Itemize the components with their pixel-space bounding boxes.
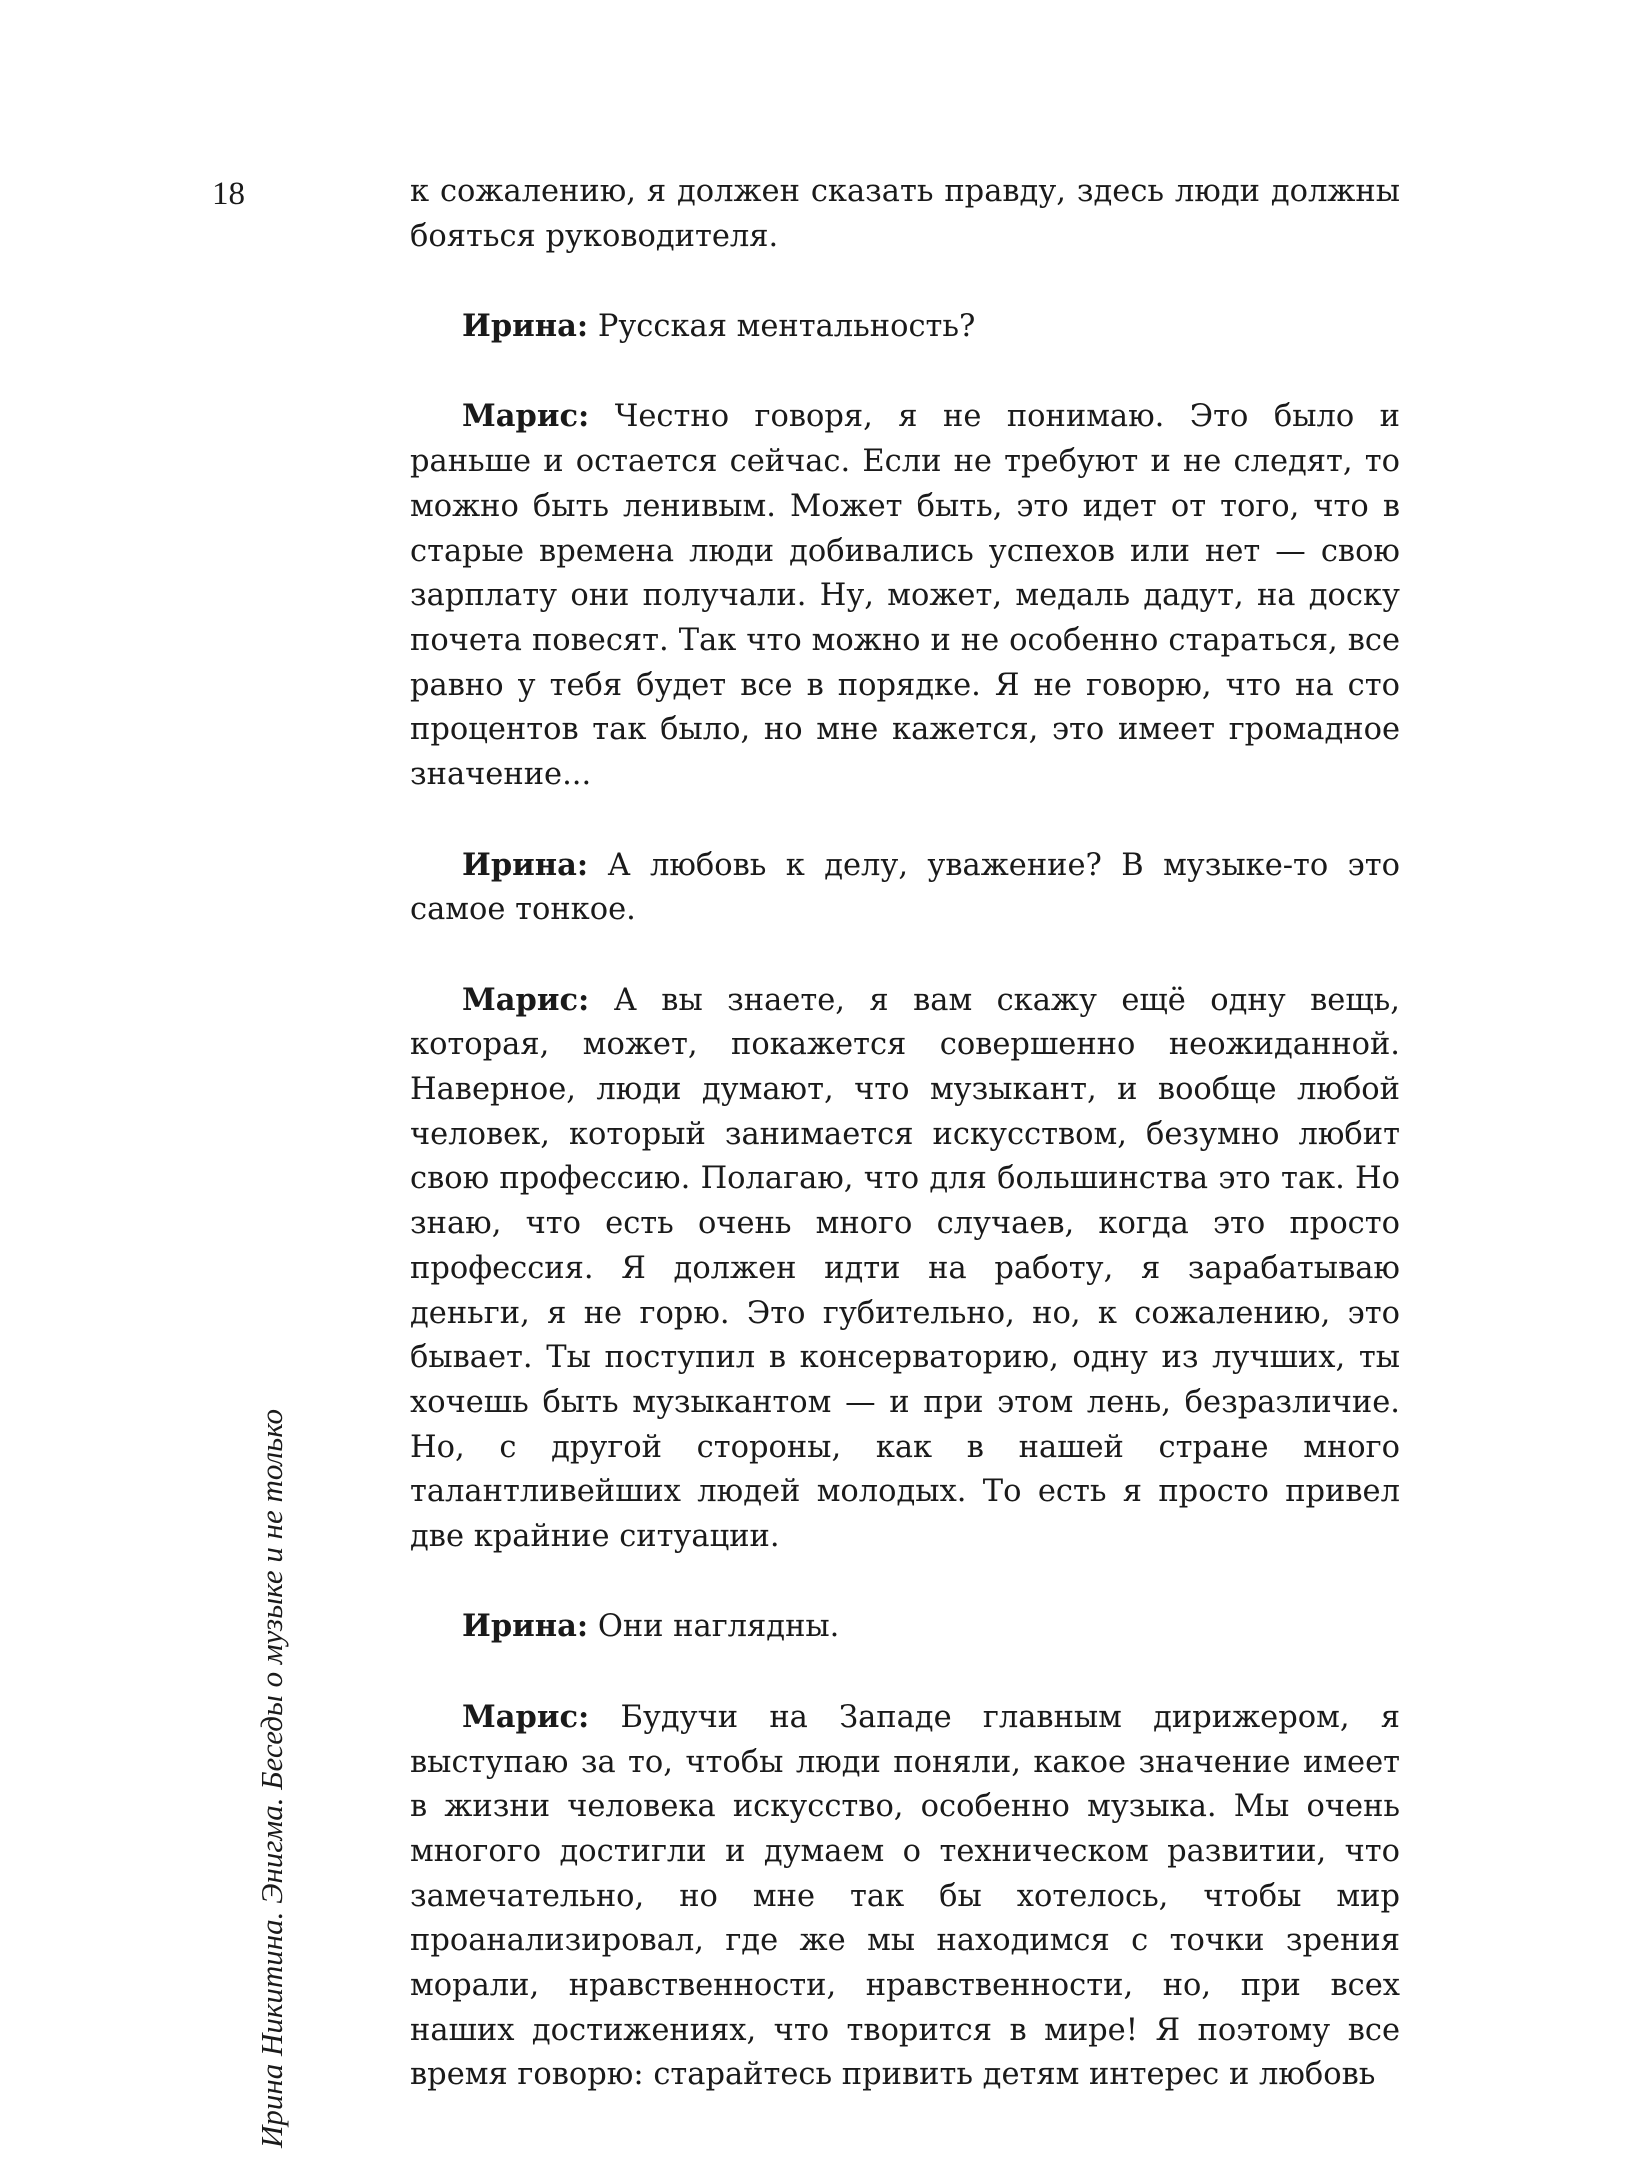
paragraph-continuation: к сожалению, я должен сказать правду, здесь люди должны бояться руководителя. [410, 174, 1400, 254]
dialogue-text: Честно говоря, я не понимаю. Это было и раньше и остается сейчас. Если не требуют и не следят, то можно быть ленивым. Может быть, это идет от того, что в старые времена люди добивались успехов или нет — свою зарплату они получали. Ну, может, медаль дадут, на доску почета повесят. Так что можно и не особенно стараться, все равно у тебя будет все в порядке. Я не говорю, что на сто процентов так было, но мне кажется, это имеет громадное значение... [410, 399, 1400, 793]
dialogue-text: А вы знаете, я вам скажу ещё одну вещь, которая, может, покажется совершенно неожиданной. Наверное, люди думают, что музыкант, и вообще любой человек, который занимается искусством, безумно любит свою профессию. Полагаю, что для большинства это так. Но знаю, что есть очень много случаев, когда это просто профессия. Я должен идти на работу, я зарабатываю деньги, я не горю. Это губительно, но, к сожалению, это бывает. Ты поступил в консерваторию, одну из лучших, ты хочешь быть музыкантом — и при этом лень, безразличие. Но, с другой стороны, как в нашей стране много талантливейших людей молодых. То есть я просто привел две крайние ситуации. [410, 982, 1400, 1555]
speaker-name: Марис: [462, 1698, 590, 1735]
dialogue-text: Русская ментальность? [597, 309, 976, 345]
speaker-name: Ирина: [462, 308, 589, 345]
dialogue-text: Будучи на Западе главным дирижером, я выступаю за то, чтобы люди поняли, какое значение имеет в жизни человека искусство, особенно музыка. Мы очень многого достигли и думаем о техническом развитии, что замечательно, но мне так бы хотелось, чтобы мир проанализировал, где же мы находимся с точки зрения морали, нравственности, нравственности, но, при всех наших достижениях, что творится в мире! Я поэтому все время говорю: старайтесь привить детям интерес и любовь [410, 1699, 1400, 2093]
dialogue-text: Они наглядны. [597, 1609, 840, 1645]
running-title: Ирина Никитина. Энигма. Беседы о музыке и не только [254, 1408, 289, 2148]
dialogue-line [410, 978, 1400, 1560]
dialogue-line [410, 304, 1400, 350]
speaker-name: Марис: [462, 398, 590, 435]
dialogue-line [410, 1604, 1400, 1650]
dialogue-text: А любовь к делу, уважение? В музыке-то это самое тонкое. [410, 847, 1400, 928]
page-number: 18 [212, 176, 245, 212]
body-text [410, 170, 1400, 2098]
speaker-name: Марис: [462, 981, 590, 1018]
speaker-name: Ирина: [462, 1608, 589, 1645]
dialogue-line [410, 1695, 1400, 2098]
dialogue-line [410, 843, 1400, 933]
dialogue-line [410, 394, 1400, 797]
speaker-name: Ирина: [462, 846, 589, 883]
